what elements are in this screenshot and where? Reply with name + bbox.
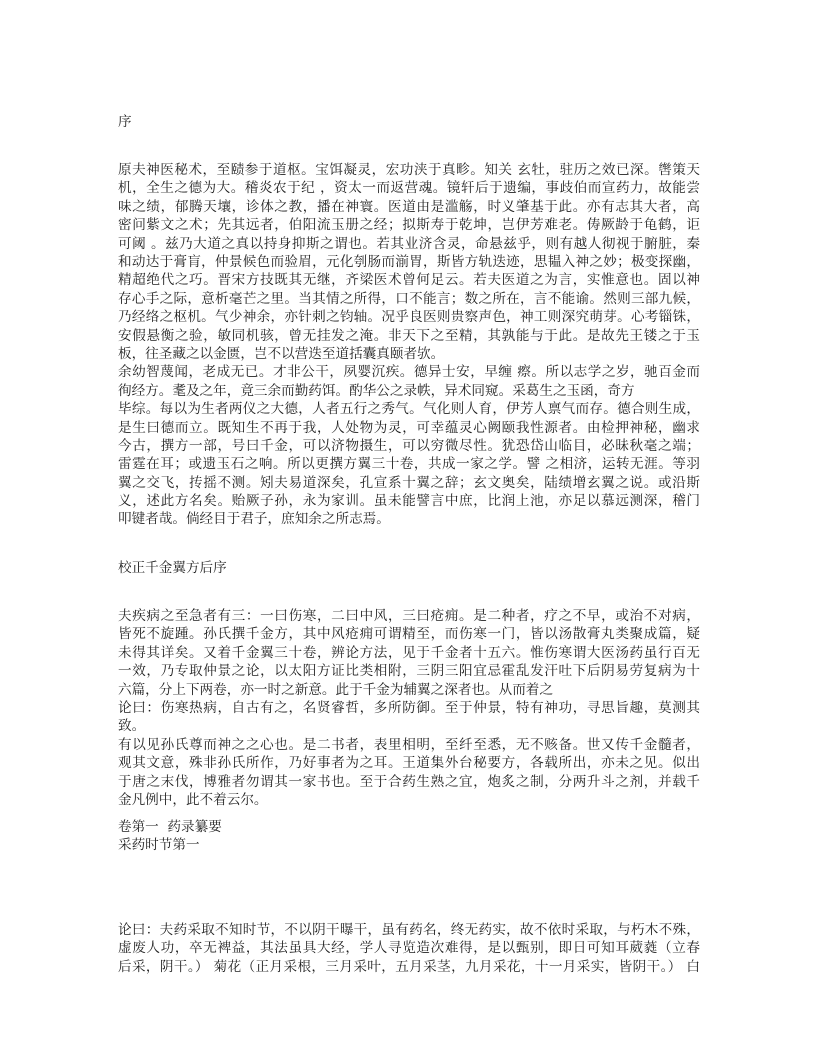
text-line: 叩键者哉。倘经目于君子，庶知余之所志焉。 [118,511,390,528]
text-line: 和动达于膏肓，仲景候色而验眉，元化刳肠而湔胃，斯皆方轨迭迹，思韫入神之妙；极变探幽， [118,253,700,270]
text-line: 论曰：伤寒热病，自古有之，名贤睿哲，多所防御。至于仲景，特有神功，寻思旨趣，莫测其 [118,699,700,716]
text-line: 义，述此方名矣。贻厥子孙，永为家训。虽未能譬言中庶，比润上池，亦足以慕远测深，稽门 [118,493,700,510]
preface-body [118,161,700,529]
text-line: 乃经络之枢机。气少神余，亦针刺之钧轴。况乎良医则贵察声色，神工则深究萌芽。心考锱铢， [118,309,700,326]
text-line: 未得其详矣。又着千金翼三十卷，辨论方法，见于千金者十五六。惟伤寒谓大医汤药虽行百无 [118,644,700,661]
text-line: 雷霆在耳；或遗玉石之响。所以更撰方翼三十卷，共成一家之学。譬 之相济，运转无涯。等羽 [118,456,700,473]
text-line: 有以见孙氏尊而神之之心也。是二书者，表里相明，至纤至悉，无不赅备。世又传千金髓者， [118,736,700,753]
postface-title: 校正千金翼方后序 [118,560,227,576]
text-line: 安假悬衡之验，敏同机骇，曾无挂发之淹。非天下之至精，其孰能与于此。是故先王镂之于玉 [118,327,700,344]
text-line: 于唐之末伐，博雅者勿谓其一家书也。至于合药生熟之宜，炮炙之制，分两升斗之剂，并载千 [118,773,700,790]
text-line: 余幼智蔑闻，老成无已。才非公干，夙婴沉疾。德异士安，早缠 瘵。所以志学之岁，驰百金而 [118,364,700,381]
text-line: 虚废人功，卒无裨益，其法虽具大经，学人寻览造次难得，是以甄别，即日可知耳葳蕤（立春 [118,940,700,957]
text-line: 翼之交飞，抟摇不测。矧夫易道深矣，孔宣系十翼之辞；玄文奥矣，陆绩增玄翼之说。或沿斯 [118,474,700,491]
text-line: 精超绝代之巧。晋宋方技既其无继，齐梁医术曾何足云。若夫医道之为言，实惟意也。固以神 [118,272,700,289]
text-line: 可阈 。兹乃大道之真以持身抑斯之谓也。若其业济含灵，命悬兹乎，则有越人彻视于腑脏，秦 [118,235,700,252]
text-line: 密问紫文之术；先其远者，伯阳流玉册之经；拟斯寿于乾坤，岂伊芳难老。俦厥龄于龟鹤，讵 [118,217,700,234]
text-line: 原夫神医秘术，至赜参于道枢。宝饵凝灵，宏功浃于真畛。知关 玄牡，驻历之效已深。辔策天 [118,162,700,178]
section-title: 采药时节第一 [118,837,200,853]
text-line: 板，往圣藏之以金匮，岂不以营迭至道括囊真颐者欤。 [118,345,445,362]
text-line: 夫疾病之至急者有三：一曰伤寒，二曰中风，三曰疮痈。是二种者，疗之不早，或治不对病， [118,608,700,624]
text-line: 毕综。每以为生者两仪之大德，人者五行之秀气。气化则人育，伊芳人禀气而存。德合则生成， [118,401,700,418]
text-line: 论曰：夫药采取不知时节，不以阴干曝干，虽有药名，终无药实，故不依时采取，与朽木不殊， [118,922,700,938]
text-line: 六篇，分上下两卷，亦一时之新意。此于千金为辅翼之深者也。从而着之 [118,681,553,698]
text-line: 致。 [118,718,146,735]
text-line: 皆死不旋踵。孙氏撰千金方，其中风疮痈可谓精至，而伤寒一门，皆以汤散膏丸类聚成篇，疑 [118,626,700,643]
text-line: 徇经方。耄及之年，竟三余而勤药饵。酌华公之录帙，异术同窥。采葛生之玉函，奇方 [118,382,635,399]
preface-title: 序 [118,114,132,130]
text-line: 今古，撰方一部，号曰千金，可以济物摄生，可以穷微尽性。犹恐岱山临目，必昧秋毫之端； [118,437,700,454]
text-line: 观其文意，殊非孙氏所作，乃好事者为之耳。王道集外台秘要方，各载所出，亦未之见。似出 [118,755,700,772]
text-line: 后采，阴干。） 菊花（正月采根，三月采叶，五月采茎，九月采花，十一月采实，皆阴干。） 白 [118,958,700,975]
text-line: 机，全生之德为大。稽炎农于纪 ，资太一而返营魂。镜轩后于遗编，事歧伯而宣药力，故能尝 [118,180,700,197]
text-line: 一效，乃专取仲景之论，以太阳方证比类相附，三阴三阳宜忌霍乱发汗吐下后阴易劳复病为十 [118,663,700,680]
section-body [118,921,700,976]
postface-body [118,607,700,809]
text-line: 存心手之际，意析毫芒之里。当其情之所得，口不能言；数之所在，言不能谕。然则三部九候， [118,290,700,307]
text-line: 是生曰德而立。既知生不再于我，人处物为灵，可幸蕴灵心阙颐我性源者。由检押神秘，幽求 [118,419,700,436]
text-line: 金凡例中，此不着云尔。 [118,791,268,808]
volume-title: 卷第一 药录纂要 [118,819,222,835]
text-line: 味之绩，郁腾天壤，诊体之教，播在神寰。医道由是滥觞，时义肇基于此。亦有志其大者，高 [118,198,700,215]
